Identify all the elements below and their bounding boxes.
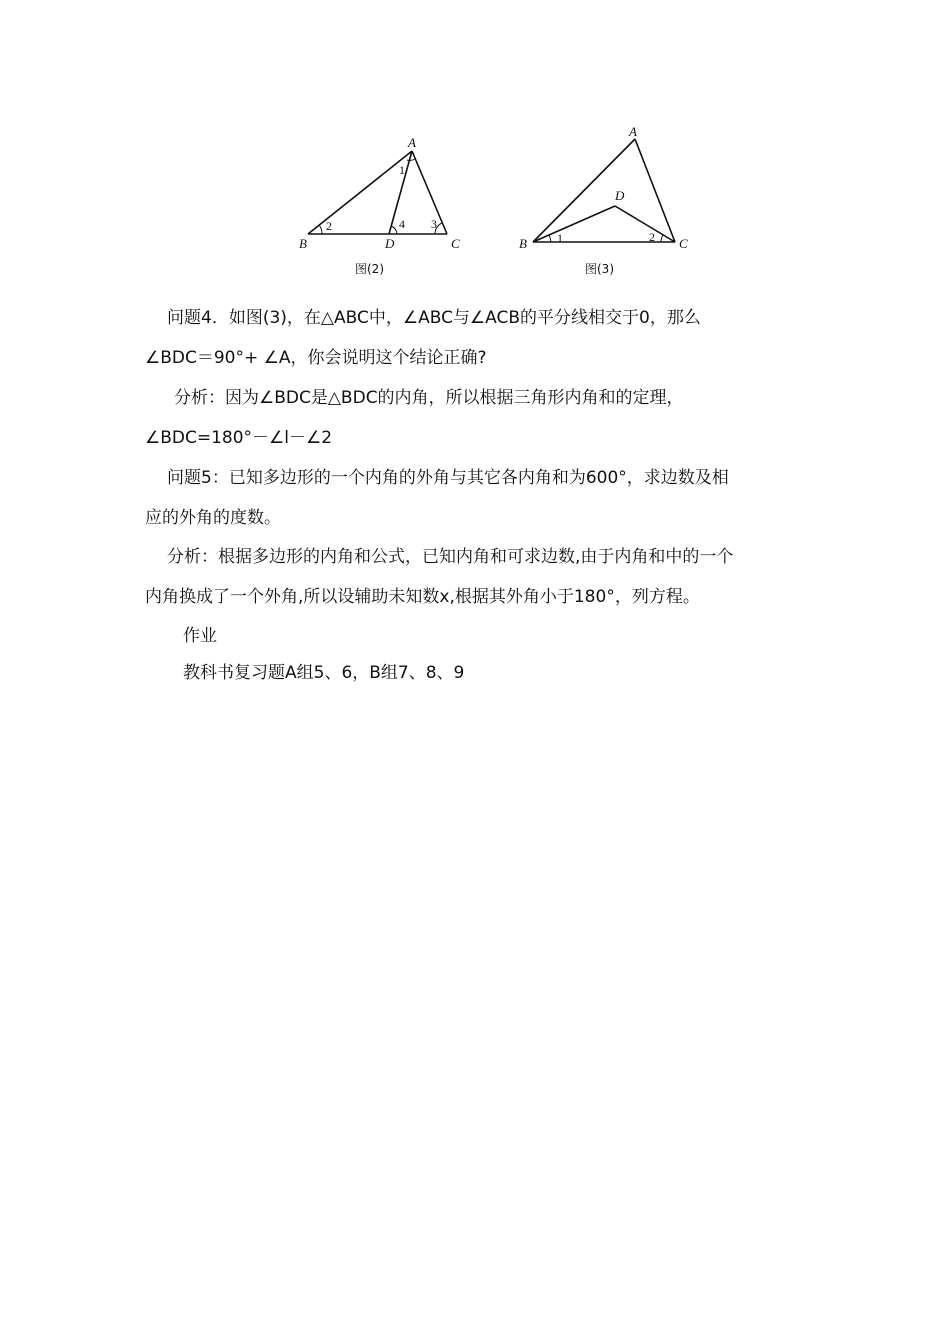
label-angle-1: 1 — [399, 163, 405, 177]
homework-text: 教科书复习题A组5、6，B组7、8、9 — [183, 663, 465, 683]
label-a: A — [408, 135, 416, 150]
segment-bd — [533, 206, 615, 242]
label-d: D — [385, 236, 395, 251]
analysis-5-line-2: 内角换成了一个外角,所以设辅助未知数x,根据其外角小于180°，列方程。 — [145, 587, 700, 607]
analysis-4-line-1: 分析：因为∠BDC是△BDC的内角，所以根据三角形内角和的定理， — [174, 388, 684, 408]
figure-2 — [295, 130, 475, 255]
label-a: A — [629, 124, 637, 139]
angle-arc-2 — [319, 225, 322, 234]
label-angle-3: 3 — [431, 217, 437, 231]
side-ac — [635, 139, 675, 242]
label-angle-2: 2 — [649, 230, 655, 244]
label-angle-4: 4 — [399, 217, 405, 231]
angle-arc-1 — [549, 235, 551, 242]
question-4-line-2: ∠BDC＝90°+ ∠A，你会说明这个结论正确? — [145, 348, 487, 368]
figure-2-caption: 图(2) — [355, 262, 384, 276]
label-b: B — [299, 236, 307, 251]
label-b: B — [519, 236, 527, 251]
figure-3 — [515, 120, 705, 255]
side-ac — [412, 151, 447, 234]
question-5-line-2: 应的外角的度数。 — [145, 508, 281, 528]
side-ab — [308, 151, 412, 234]
angle-arc-4 — [391, 226, 397, 234]
homework-title: 作业 — [183, 626, 217, 646]
triangle-abc-diagram-3 — [515, 120, 705, 255]
label-c: C — [679, 236, 688, 251]
question-4-line-1: 问题4．如图(3)，在△ABC中，∠ABC与∠ACB的平分线相交于0，那么 — [167, 308, 701, 328]
angle-arc-1 — [407, 159, 415, 160]
label-angle-1: 1 — [557, 231, 563, 245]
label-d: D — [615, 188, 625, 203]
label-c: C — [451, 236, 460, 251]
label-angle-2: 2 — [326, 219, 332, 233]
segment-dc — [615, 206, 675, 242]
angle-arc-2 — [661, 235, 663, 242]
figure-3-caption: 图(3) — [585, 262, 614, 276]
question-5-line-1: 问题5：已知多边形的一个内角的外角与其它各内角和为600°，求边数及相 — [167, 468, 729, 488]
analysis-4-line-2: ∠BDC=180°－∠l－∠2 — [145, 428, 333, 448]
triangle-abc-diagram-2 — [295, 130, 475, 255]
analysis-5-line-1: 分析：根据多边形的内角和公式，已知内角和可求边数,由于内角和中的一个 — [167, 547, 734, 567]
